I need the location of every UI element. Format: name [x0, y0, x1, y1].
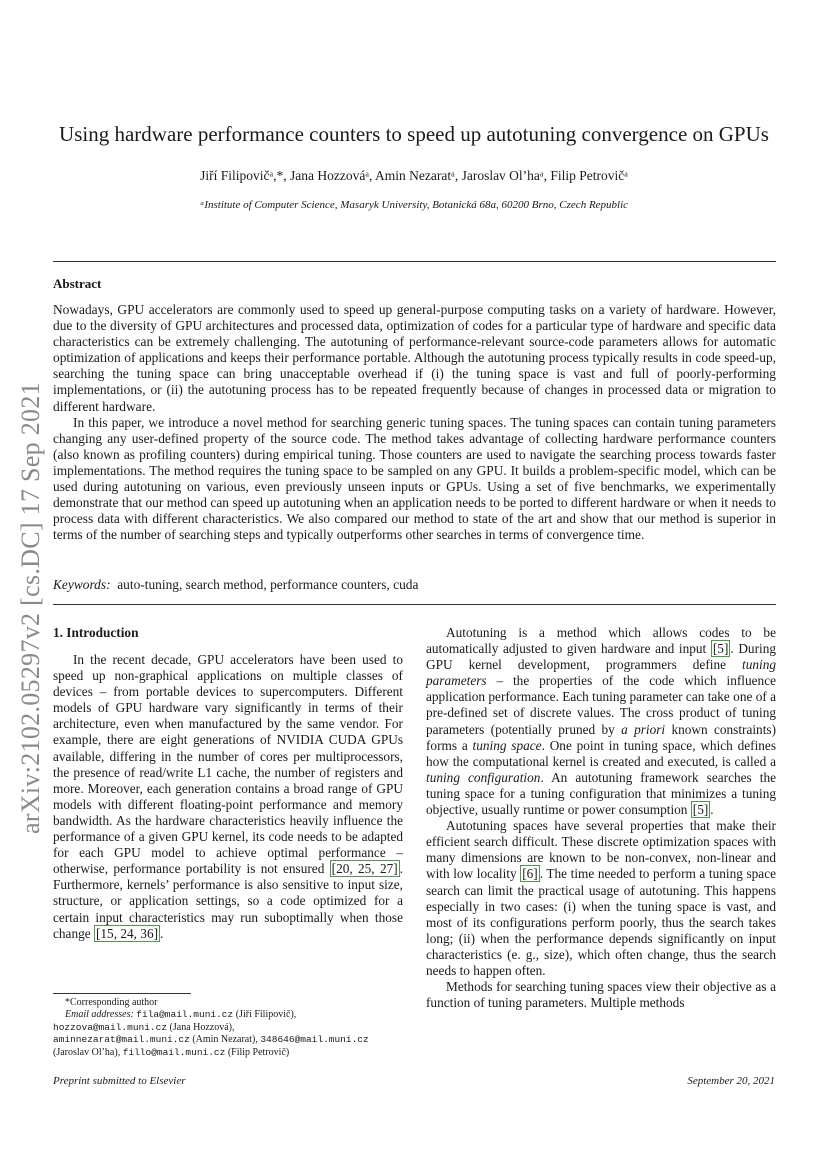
email-link[interactable]: hozzova@mail.muni.cz — [53, 1021, 168, 1033]
text-run: . Furthermore, kernels’ performance is also sensitive to input size, structure, or application settings, so a code optimized for a certain input characteristics may run suboptimally when those change — [53, 861, 403, 941]
abstract-bottom-rule — [53, 604, 776, 605]
text-run: . One point in tuning space, which defines how the computational kernel is created and executed, is called a — [426, 737, 776, 769]
text-run: . An autotuning framework searches the tuning space for a tuning configuration that minimizes a tuning objective, usually runtime or power consumption — [426, 769, 777, 818]
abstract-body — [53, 302, 776, 543]
citation-link[interactable]: [15, 24, 36] — [95, 925, 159, 941]
citation-link[interactable]: [5] — [712, 641, 729, 657]
email-owner: (Amin Nezarat), — [192, 1034, 258, 1046]
email-label: Email addresses: — [65, 1009, 134, 1021]
intro-paragraph-2: Autotuning is a method which allows codes to be automatically adjusted to given hardware and input [5] . During GPU kernel development, programmers define tuning parameters – the properties of the code which influence application performance. Each tuning parameter can take one of a pre-defined set of discrete values. The cross product of tuning parameters (potentially pruned by a priori known constraints) forms a tuning space. One point in tuning space, which defines how the computational kernel is created and executed, is called a tuning configuration. An autotuning framework searches the tuning space for a tuning configuration that minimizes a tuning objective, usually runtime or power consumption [5] . — [426, 625, 777, 818]
email-link[interactable]: fila@mail.muni.cz — [136, 1009, 234, 1021]
date-note: September 20, 2021 — [687, 1075, 775, 1087]
citation-link[interactable]: [20, 25, 27] — [331, 861, 398, 877]
email-link[interactable]: aminnezarat@mail.muni.cz — [53, 1034, 190, 1046]
abstract-paragraph-2: In this paper, we introduce a novel method for searching generic tuning spaces. The tuning spaces can contain tuning parameters changing any user-defined property of the source code. The method takes advantage of collecting hardware performance counters (also known as profiling counters) during empirical tuning. Those counters are used to navigate the searching process towards faster implementations. The method requires the tuning space to be sampled on any GPU. It builds a problem-specific model, which can be used during autotuning on various, even previously unseen inputs or GPUs. Using a set of five benchmarks, we experimentally demonstrate that our method can speed up autotuning when an application needs to be ported to different hardware or when it needs to process data with different characteristics. We also compared our method to state of the art and show that our method is superior in terms of the number of searching steps and typically outperforms other searches in terms of convergence time. — [53, 414, 776, 543]
author-list: Jiří Filipovičᵃ,*, Jana Hozzováᵃ, Amin Nezaratᵃ, Jaroslav Ol’haᵃ, Filip Petrovičᵃ — [200, 168, 628, 183]
corresponding-author-note: *Corresponding author — [65, 997, 158, 1008]
emphasis: tuning configuration — [426, 769, 541, 785]
text-run: Autotuning is a method which allows codes to be automatically adjusted to given hardware and input — [426, 625, 776, 657]
email-owner: (Jaroslav Ol’ha), — [53, 1046, 121, 1058]
email-owner: (Jana Hozzová), — [169, 1021, 235, 1033]
abstract-heading: Abstract — [53, 276, 102, 291]
preprint-note: Preprint submitted to Elsevier — [53, 1075, 186, 1087]
intro-paragraph-3 — [426, 818, 776, 979]
arxiv-id-text: arXiv:2102.05297v2 [cs.DC] 17 Sep 2021 — [16, 382, 45, 834]
intro-paragraph-4: Methods for searching tuning spaces view their objective as a function of tuning parameters. Multiple methods — [426, 979, 776, 1011]
keywords-value: auto-tuning, search method, performance counters, cuda — [117, 577, 419, 592]
left-column — [53, 652, 403, 942]
text-run: – the properties of the code which influence application performance. Each tuning parameter can take one of a pre-defined set of discrete values. The cross product of tuning parameters (potentially pruned by — [426, 673, 776, 737]
keywords-label: Keywords: — [53, 577, 111, 592]
text-run: known constraints) forms a — [426, 721, 777, 753]
abstract-paragraph-1: Nowadays, GPU accelerators are commonly used to speed up general-purpose computing tasks on a variety of hardware. However, due to the diversity of GPU architectures and processed data, optimization of codes for a particular type of hardware and specific data characteristics can be extremely challenging. The autotuning of performance-relevant source-code parameters allows for automatic optimization of applications and keeps their performance portable. Although the autotuning process typically results in code speed-up, searching the tuning space can bring unacceptable overhead if (i) the tuning space is vast and full of poorly-performing implementations, or (ii) the autotuning process has to be repeated frequently because of changes in processed data or migration to different hardware. — [53, 302, 776, 414]
email-line-3 — [53, 1034, 405, 1046]
email-line-4 — [53, 1047, 405, 1059]
footnote-rule — [53, 993, 191, 994]
text-run: Autotuning spaces have several properties that make their efficient search difficult. These discrete optimization spaces with many dimensions are known to be non-convex, non-linear and with low locality — [426, 818, 776, 882]
email-owner: (Filip Petrovič) — [227, 1046, 290, 1058]
email-link[interactable]: fillo@mail.muni.cz — [122, 1046, 226, 1058]
citation-link[interactable]: [6] — [522, 866, 538, 882]
top-rule — [53, 261, 776, 262]
email-line-2 — [53, 1022, 405, 1034]
affiliation: ᵃInstitute of Computer Science, Masaryk University, Botanická 68a, 60200 Brno, Czech Republic — [199, 199, 629, 211]
emphasis: tuning space — [472, 737, 542, 753]
arxiv-stamp — [7, 368, 55, 848]
intro-paragraph-1: In the recent decade, GPU accelerators have been used to speed up non-graphical applications on multiple classes of devices – from portable devices to supercomputers. Different models of GPU hardware vary significantly in terms of their architecture, even when manufactured by the same vendor. For example, there are eight generations of NVIDIA CUDA GPUs available, differing in the number of cores per multiprocessors, the presence of read/write L1 cache, the number of registers and more. Moreover, each generation contains a broad range of GPU models with different floating-point performance and memory bandwidth. As the hardware characteristics heavily influence the performance of a given GPU kernel, its code needs to be adapted for each GPU model to achieve optimal performance – otherwise, performance portability is not ensured [20, 25, 27] . Furthermore, kernels’ performance is also sensitive to input size, structure, or application settings, so a code optimized for a certain input characteristics may run suboptimally when those change [15, 24, 36] . — [53, 652, 403, 941]
email-owner: (Jiří Filipovič), — [235, 1009, 297, 1021]
emphasis: a priori — [621, 721, 666, 737]
keywords-line — [53, 577, 418, 593]
section-heading-introduction: 1. Introduction — [53, 625, 139, 640]
text-run: In the recent decade, GPU accelerators have been used to speed up non-graphical applications on multiple classes of devices – from portable devices to supercomputers. Different models of GPU hardware vary significantly in terms of their architecture, even when manufactured by the same vendor. For example, there are eight generations of NVIDIA CUDA GPUs available, differing in the number of cores per multiprocessors, the presence of read/write L1 cache, the number of registers and more. Moreover, each generation contains a broad range of GPU models with different floating-point performance and memory bandwidth. As the hardware characteristics heavily influence the performance of a given GPU kernel, its code needs to be adapted for each GPU model to achieve optimal performance – otherwise, performance portability is not ensured — [53, 652, 403, 877]
right-column — [426, 625, 776, 1011]
text-run: . The time needed to perform a tuning space search can limit the practical usage of autotuning. This happens especially in two cases: (i) when the tuning space is vast, and most of its configurations perform poorly, thus the search takes long; (ii) when the performance depends significantly on input characteristics (e. g., size), which often change, thus the search needs to happen often. — [426, 866, 776, 978]
citation-link[interactable]: [5] — [692, 802, 709, 818]
footnotes — [53, 997, 405, 1059]
paper-title: Using hardware performance counters to speed up autotuning convergence on GPUs — [59, 122, 769, 146]
email-line-1 — [53, 1009, 405, 1021]
emphasis: tuning parameters — [426, 657, 776, 689]
text-run: . During GPU kernel development, programmers define — [426, 641, 776, 673]
email-link[interactable]: 348646@mail.muni.cz — [260, 1034, 369, 1046]
